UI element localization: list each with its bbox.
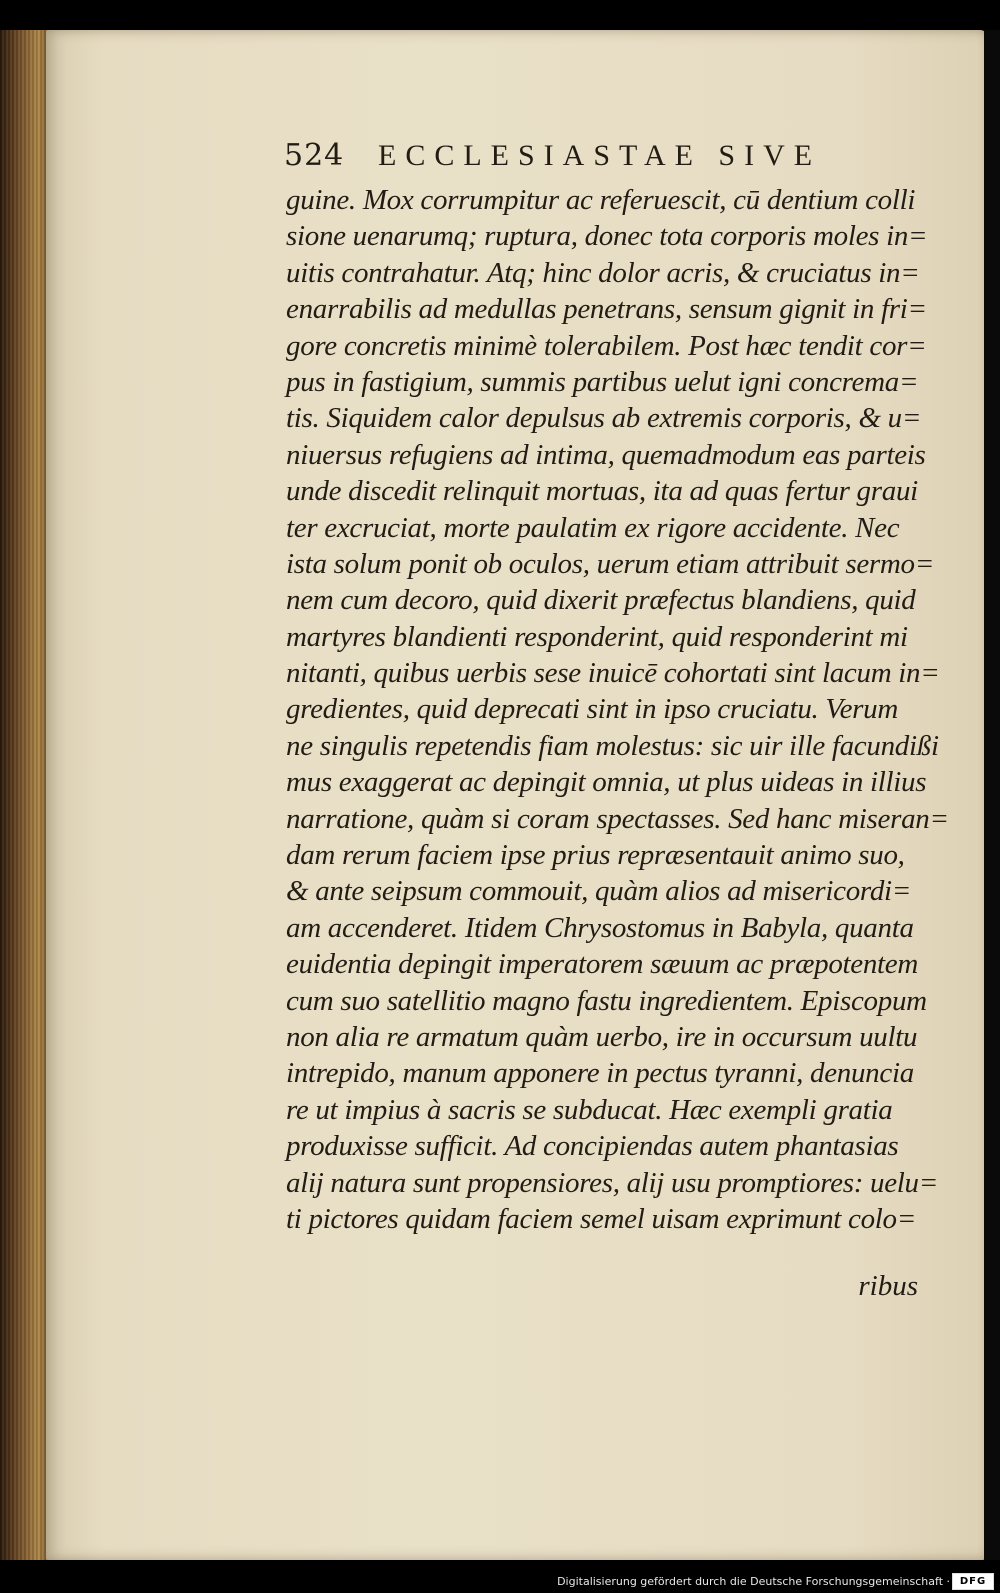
page-number: 524	[284, 138, 345, 173]
text-line-14: nitanti, quibus uerbis sese inuicē cohortati sint lacum in=	[286, 657, 940, 690]
text-line-27: produxisse sufficit. Ad concipiendas autem phantasias	[286, 1130, 899, 1163]
text-line-21: am accenderet. Itidem Chrysostomus in Babyla, quanta	[286, 911, 914, 944]
text-line-29: ti pictores quidam faciem semel uisam exprimunt colo=	[286, 1202, 917, 1235]
text-line-9: unde discedit relinquit mortuas, ita ad quas fertur graui	[286, 475, 918, 508]
running-head: ECCLESIASTAE SIVE	[378, 139, 822, 172]
text-line-7: tis. Siquidem calor depulsus ab extremis corporis, & u=	[286, 402, 922, 435]
text-line-12: nem cum decoro, quid dixerit præfectus blandiens, quid	[286, 584, 916, 617]
text-line-5: gore concretis minimè tolerabilem. Post hæc tendit cor=	[286, 329, 927, 362]
text-line-13: martyres blandienti responderint, quid responderint mi	[286, 620, 908, 653]
text-line-28: alij natura sunt propensiores, alij usu promptiores: uelu=	[286, 1166, 938, 1199]
text-line-20: & ante seipsum commouit, quàm alios ad misericordi=	[286, 875, 912, 908]
text-line-6: pus in fastigium, summis partibus uelut igni concrema=	[286, 365, 919, 398]
text-line-25: intrepido, manum apponere in pectus tyranni, denuncia	[286, 1057, 914, 1090]
top-black-border	[0, 0, 1000, 30]
text-line-11: ista solum ponit ob oculos, uerum etiam attribuit sermo=	[286, 547, 935, 580]
dfg-logo: DFG	[952, 1573, 994, 1590]
text-line-17: mus exaggerat ac depingit omnia, ut plus uideas in illius	[286, 766, 927, 799]
digitization-credit: Digitalisierung gefördert durch die Deutsche Forschungsgemeinschaft ·	[557, 1575, 950, 1588]
right-border	[984, 30, 1000, 1560]
page-header	[284, 138, 874, 182]
body-text	[286, 182, 949, 1237]
text-line-19: dam rerum faciem ipse prius repræsentauit animo suo,	[286, 839, 905, 872]
text-line-1: guine. Mox corrumpitur ac referuescit, cū dentium colli	[286, 184, 916, 216]
text-line-15: gredientes, quid deprecati sint in ipso cruciatu. Verum	[286, 693, 899, 726]
text-line-18: narratione, quàm si coram spectasses. Sed hanc miseran=	[286, 802, 949, 835]
text-line-3: uitis contrahatur. Atq; hinc dolor acris, & cruciatus in=	[286, 256, 920, 289]
text-line-16: ne singulis repetendis fiam molestus: sic uir ille facundißi	[286, 729, 939, 762]
text-line-2: sione uenarumq; ruptura, donec tota corporis moles in=	[286, 220, 928, 253]
text-line-10: ter excruciat, morte paulatim ex rigore accidente. Nec	[286, 511, 900, 544]
text-line-4: enarrabilis ad medullas penetrans, sensum gignit in fri=	[286, 293, 927, 326]
text-line-8: niuersus refugiens ad intima, quemadmodum eas parteis	[286, 438, 926, 471]
catchword: ribus	[858, 1270, 918, 1302]
book-page-edges	[0, 30, 48, 1560]
text-line-24: non alia re armatum quàm uerbo, ire in occursum uultu	[286, 1020, 918, 1053]
text-line-26: re ut impius à sacris se subducat. Hæc exempli gratia	[286, 1093, 893, 1126]
text-line-22: euidentia depingit imperatorem sæuum ac præpotentem	[286, 948, 919, 981]
text-line-23: cum suo satellitio magno fastu ingredientem. Episcopum	[286, 984, 927, 1017]
